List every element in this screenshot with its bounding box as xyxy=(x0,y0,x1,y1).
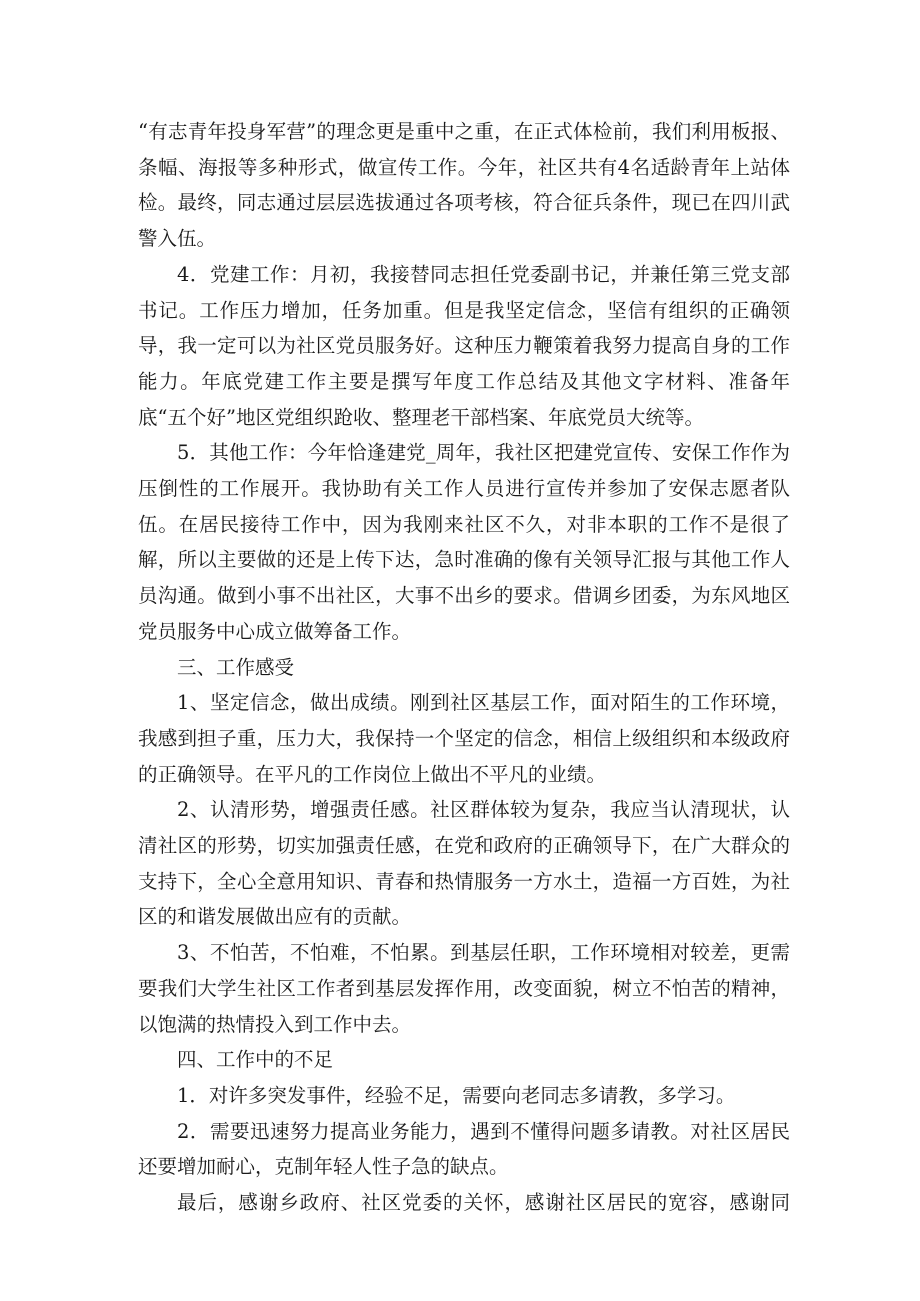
paragraph-not-afraid: 3、不怕苦，不怕难，不怕累。到基层任职，工作环境相对较差，更需要我们大学生社区工作者到基层发挥作用，改变面貌，树立不怕苦的精神，以饱满的热情投入到工作中去。 xyxy=(138,941,790,1036)
paragraph-other-work: 5．其他工作：今年恰逢建党_周年，我社区把建党宣传、安保工作作为压倒性的工作展开。我协助有关工作人员进行宣传并参加了安保志愿者队伍。在居民接待工作中，因为我刚来社区不久，对非本职的工作不是很了解，所以主要做的还是上传下达，急时准确的像有关领导汇报与其他工作人员沟通。做到小事不出社区，大事不出乡的要求。借调乡团委，为东风地区党员服务中心成立做筹备工作。 xyxy=(138,441,790,643)
paragraph-party-building: 4．党建工作：月初，我接替同志担任党委副书记，并兼任第三党支部书记。工作压力增加，任务加重。但是我坚定信念，坚信有组织的正确领导，我一定可以为社区党员服务好。这种压力鞭策着我努力提高自身的工作能力。年底党建工作主要是撰写年度工作总结及其他文字材料、准备年底“五个好”地区党组织跄收、整理老干部档案、年底党员大统等。 xyxy=(138,262,790,429)
document-body xyxy=(138,114,790,1221)
paragraph-closing-thanks: 最后，感谢乡政府、社区党委的关怀，感谢社区居民的宽容，感谢同 xyxy=(177,1191,790,1215)
section-heading-shortcomings: 四、工作中的不足 xyxy=(177,1048,334,1072)
paragraph-conscription-publicity: “有志青年投身军营”的理念更是重中之重，在正式体检前，我们利用板报、条幅、海报等多种形式，做宣传工作。今年，社区共有4名适龄青年上站体检。最终，同志通过层层选拔通过各项考核，符合征兵条件，现已在四川武警入伍。 xyxy=(138,120,790,251)
paragraph-shortcoming-1: 1．对许多突发事件，经验不足，需要向老同志多请教，多学习。 xyxy=(177,1083,736,1107)
paragraph-recognize-situation: 2、认清形势，增强责任感。社区群体较为复杂，我应当认清现状，认清社区的形势，切实加强责任感，在党和政府的正确领导下，在广大群众的支持下，全心全意用知识、青春和热情服务一方水土，造福一方百姓，为社区的和谐发展做出应有的贡献。 xyxy=(138,798,790,929)
paragraph-firm-belief: 1、坚定信念，做出成绩。刚到社区基层工作，面对陌生的工作环境，我感到担子重，压力大，我保持一个坚定的信念，相信上级组织和本级政府的正确领导。在平凡的工作岗位上做出不平凡的业绩。 xyxy=(138,691,790,786)
paragraph-shortcoming-2: 2．需要迅速努力提高业务能力，遇到不懂得问题多请教。对社区居民还要增加耐心，克制年轻人性子急的缺点。 xyxy=(138,1119,790,1179)
section-heading-work-feelings: 三、工作感受 xyxy=(177,655,295,679)
